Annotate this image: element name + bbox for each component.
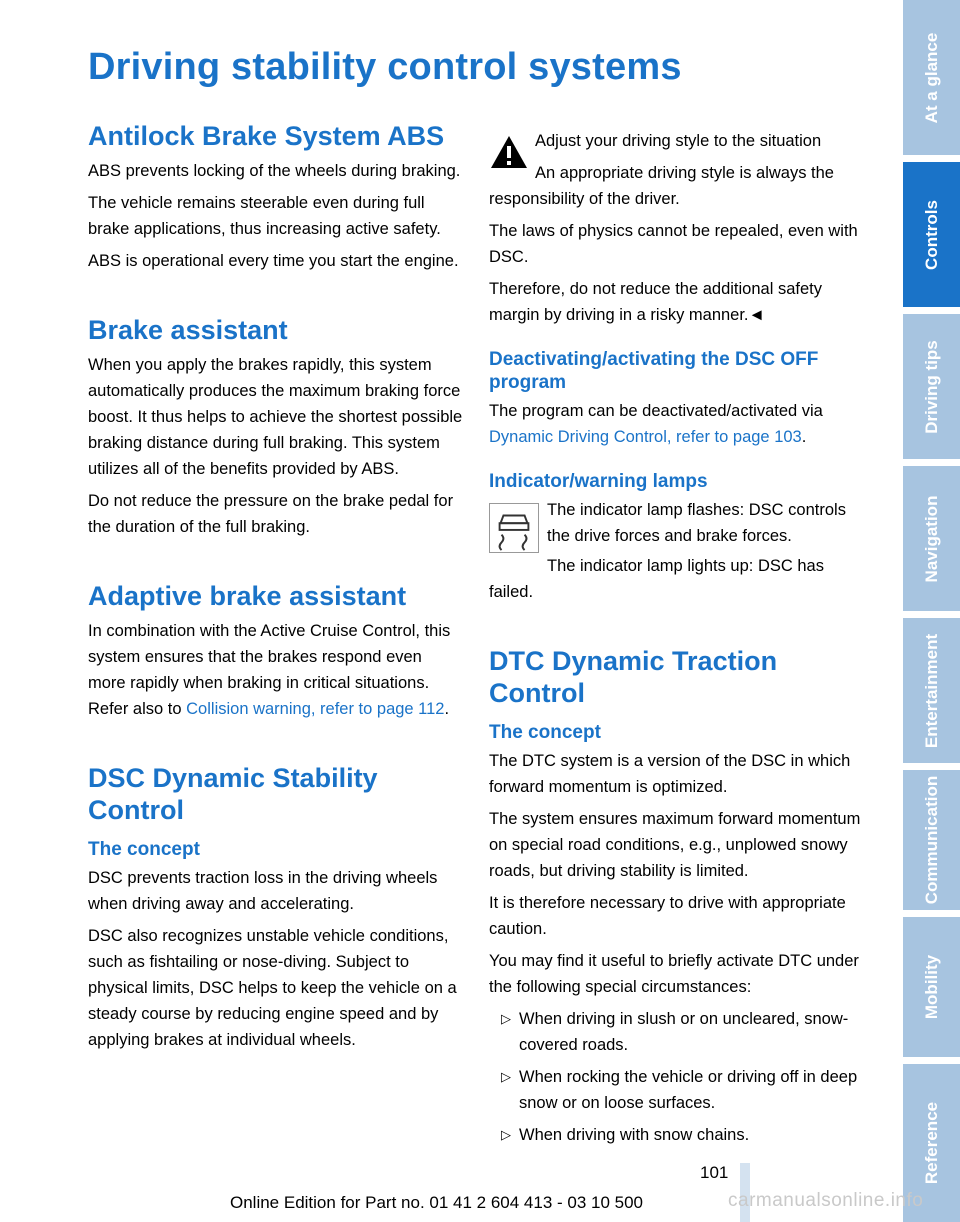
- tab-mobility[interactable]: Mobility: [903, 917, 960, 1057]
- page-number: 101: [700, 1163, 729, 1182]
- warning-title: Adjust your driving style to the situation: [535, 132, 822, 150]
- page-title: Driving stability control systems: [88, 46, 682, 88]
- left-column: [88, 120, 464, 1059]
- tab-navigation[interactable]: Navigation: [903, 466, 960, 611]
- dsc-heading: DSC Dynamic Stability Control: [88, 763, 378, 825]
- triangle-bullet-icon: ▷: [501, 1011, 511, 1026]
- dtc-heading: DTC Dynamic Traction Control: [489, 646, 778, 708]
- watermark: carmanualsonline.info: [728, 1190, 924, 1211]
- dsc-off-heading: Deactivating/activating the DSC OFF program: [489, 349, 819, 393]
- tab-entertainment[interactable]: Entertainment: [903, 618, 960, 763]
- abs-paragraph-3: ABS is operational every time you start the engine.: [88, 252, 459, 270]
- tab-communication[interactable]: Communication: [903, 770, 960, 910]
- abs-paragraph-2: The vehicle remains steerable even during full brake applications, thus increasing active safety.: [88, 194, 441, 238]
- list-item: ▷ When driving with snow chains.: [489, 1122, 861, 1148]
- list-item: ▷ When rocking the vehicle or driving off in deep snow or on loose surfaces.: [489, 1064, 861, 1116]
- brake-assistant-heading: Brake assistant: [88, 315, 288, 345]
- dtc-paragraph-4: You may find it useful to briefly activate DTC under the following special circumstances:: [489, 952, 859, 996]
- dtc-paragraph-1: The DTC system is a version of the DSC in which forward momentum is optimized.: [489, 752, 851, 796]
- triangle-bullet-icon: ▷: [501, 1069, 511, 1084]
- indicator-lamp-row: [489, 497, 861, 553]
- dtc-paragraph-2: The system ensures maximum forward momentum on special road conditions, e.g., unplowed snowy roads, but driving stability is limited.: [489, 810, 861, 880]
- tab-controls[interactable]: Controls: [903, 162, 960, 307]
- tab-driving-tips[interactable]: Driving tips: [903, 314, 960, 459]
- brake-assistant-paragraph-1: When you apply the brakes rapidly, this system automatically produces the maximum braking force boost. It thus helps to achieve the shortest possible braking distance during full braking. This system utilizes all of the benefits provided by ABS.: [88, 356, 463, 478]
- collision-warning-link[interactable]: Collision warning, refer to page 112: [186, 700, 445, 718]
- physics-paragraph: The laws of physics cannot be repealed, even with DSC.: [489, 222, 858, 266]
- dsc-concept-heading: The concept: [88, 839, 200, 860]
- warning-text: An appropriate driving style is always the responsibility of the driver.: [489, 164, 834, 208]
- lamp-lights-text: The indicator lamp lights up: DSC has failed.: [489, 557, 824, 601]
- list-item: ▷ When driving in slush or on uncleared, snow-covered roads.: [489, 1006, 861, 1058]
- brake-assistant-paragraph-2: Do not reduce the pressure on the brake pedal for the duration of the full braking.: [88, 492, 454, 536]
- dsc-paragraph-2: DSC also recognizes unstable vehicle conditions, such as fishtailing or nose-diving. Subject to physical limits, DSC helps to keep the vehicle on a steady course by reducing engine speed and by applying brakes at individual wheels.: [88, 927, 457, 1049]
- warning-triangle-icon: [489, 134, 529, 170]
- footer-edition: Online Edition for Part no. 01 41 2 604 413 - 03 10 500: [230, 1193, 644, 1212]
- dsc-off-paragraph: The program can be deactivated/activated via Dynamic Driving Control, refer to page 103.: [489, 402, 823, 446]
- dsc-skid-car-icon: [489, 503, 539, 553]
- chapter-sidebar: [903, 0, 960, 1222]
- tab-reference[interactable]: Reference: [903, 1064, 960, 1222]
- dynamic-driving-control-link[interactable]: Dynamic Driving Control, refer to page 103: [489, 428, 802, 446]
- adaptive-brake-paragraph: In combination with the Active Cruise Control, this system ensures that the brakes respond even more rapidly when braking in critical situations. Refer also to Collision warning, refer to page 112.: [88, 622, 451, 718]
- abs-heading: Antilock Brake System ABS: [88, 121, 445, 151]
- tab-at-a-glance[interactable]: At a glance: [903, 0, 960, 155]
- warning-block: [489, 128, 861, 154]
- triangle-bullet-icon: ▷: [501, 1127, 511, 1142]
- safety-margin-paragraph: Therefore, do not reduce the additional safety margin by driving in a risky manner.◄: [489, 280, 822, 324]
- adaptive-brake-heading: Adaptive brake assistant: [88, 581, 407, 611]
- indicator-lamps-heading: Indicator/warning lamps: [489, 471, 708, 492]
- dtc-concept-heading: The concept: [489, 722, 601, 743]
- dsc-paragraph-1: DSC prevents traction loss in the driving wheels when driving away and accelerating.: [88, 869, 438, 913]
- lamp-flashes-text: The indicator lamp flashes: DSC controls the drive forces and brake forces.: [547, 501, 846, 545]
- dtc-paragraph-3: It is therefore necessary to drive with appropriate caution.: [489, 894, 846, 938]
- right-column: [489, 128, 861, 1154]
- abs-paragraph-1: ABS prevents locking of the wheels during braking.: [88, 162, 461, 180]
